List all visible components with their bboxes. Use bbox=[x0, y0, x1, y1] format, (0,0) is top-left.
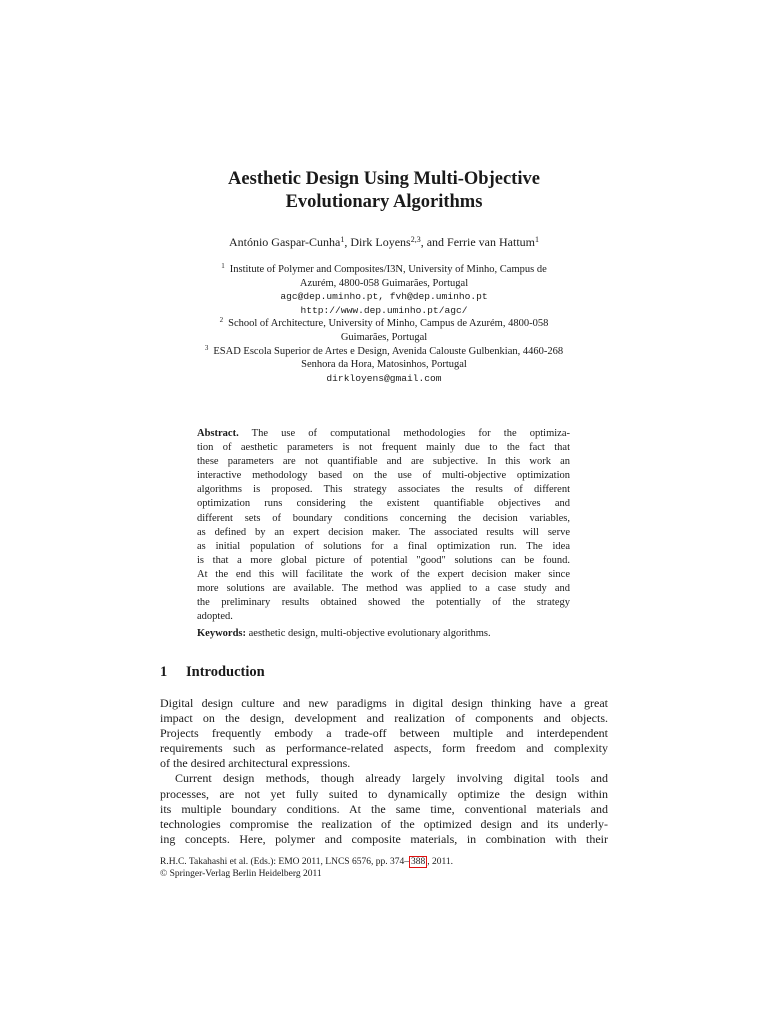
affiliation-1 bbox=[150, 263, 618, 277]
section-title: Introduction bbox=[186, 664, 265, 680]
author-affiliation-mark: 1 bbox=[340, 235, 345, 244]
abstract-label: Abstract. bbox=[197, 428, 239, 439]
citation-line bbox=[160, 856, 453, 868]
body-line: Digital design culture and new paradigms in digital design thinking have a great bbox=[160, 696, 608, 710]
title-line-2: Evolutionary Algorithms bbox=[285, 192, 483, 212]
section-number: 1 bbox=[160, 664, 168, 680]
affiliation-mark: 3 bbox=[204, 343, 209, 352]
abstract-line: At the end this will facilitate the work of the expert decision maker since bbox=[197, 568, 570, 580]
body-line: Projects frequently embody a trade-off between multiple and interdependent bbox=[160, 726, 608, 741]
paper-title bbox=[120, 168, 648, 214]
abstract-line: more solutions are available. The method was applied to a case study and bbox=[197, 583, 570, 595]
copyright-line: © Springer-Verlag Berlin Heidelberg 2011 bbox=[160, 869, 322, 879]
body-line: Current design methods, though already largely involving digital tools and bbox=[175, 771, 608, 786]
abstract-line: the preliminary results obtained showed the potentially of the strategy bbox=[197, 597, 570, 609]
author-list bbox=[120, 235, 648, 250]
abstract-line: adopted. bbox=[197, 611, 233, 623]
abstract-line: tion of aesthetic parameters is not frequent mainly due to the fact that bbox=[197, 442, 570, 454]
affiliation-3-email[interactable]: dirkloyens@gmail.com bbox=[326, 372, 442, 384]
affiliation-mark: 1 bbox=[221, 262, 225, 270]
body-line: technologies compromise the realization of the optimized design and its underly- bbox=[160, 816, 608, 831]
author-name: Ferrie van Hattum bbox=[447, 235, 536, 249]
author-separator: , bbox=[344, 235, 351, 249]
abstract-line: interactive methodology based on the use of multi-objective optimization bbox=[197, 470, 570, 482]
affiliation-2 bbox=[150, 317, 618, 331]
author-affiliation-mark: 1 bbox=[535, 235, 540, 244]
keywords bbox=[197, 627, 570, 641]
keywords-label: Keywords: bbox=[197, 628, 246, 639]
body-line: processes, are not yet fully suited to dynamically optimize the design within bbox=[160, 786, 608, 801]
body-line: impact on the design, development and realization of components and objects. bbox=[160, 711, 608, 726]
body-line: requirements such as performance-related aspects, form freedom and complexity bbox=[160, 741, 608, 756]
abstract-line: these parameters are not quantifiable and are subjective. In this work an bbox=[197, 456, 570, 468]
abstract-line: different sets of boundary conditions concerning the decision variables, bbox=[197, 512, 570, 524]
abstract-line: is that a more global picture of potential "good" solutions can be found. bbox=[197, 554, 570, 566]
abstract-line: algorithms is proposed. This strategy associates the results of different bbox=[197, 484, 570, 496]
affiliation-1-address: Azurém, 4800-058 Guimarães, Portugal bbox=[299, 277, 469, 289]
body-text bbox=[160, 696, 608, 847]
affiliation-mark: 2 bbox=[219, 316, 224, 325]
affiliations bbox=[150, 263, 618, 385]
author-name: Dirk Loyens bbox=[350, 235, 411, 249]
abstract-line: as initial population of solutions for a final optimization run. The idea bbox=[197, 540, 570, 552]
affiliation-text: Institute of Polymer and Composites/I3N, University of Minho, Campus de bbox=[229, 264, 547, 275]
author-separator: , and bbox=[420, 235, 448, 249]
abstract-text: The use of computational methodologies for the optimiza- bbox=[251, 428, 570, 439]
body-line: of the desired architectural expressions. bbox=[160, 756, 351, 771]
affiliation-3 bbox=[150, 345, 618, 359]
body-line: ing concepts. Here, polymer and composite materials, in combination with their bbox=[160, 831, 608, 846]
affiliation-text: ESAD Escola Superior de Artes e Design, Avenida Calouste Gulbenkian, 4460-268 bbox=[213, 345, 564, 357]
page-link[interactable]: 388 bbox=[410, 857, 426, 867]
affiliation-3-address: Senhora da Hora, Matosinhos, Portugal bbox=[301, 359, 467, 371]
abstract-line: as defined by an expert decision maker. The associated results will serve bbox=[197, 526, 570, 538]
affiliation-text: School of Architecture, University of Minho, Campus de Azurém, 4800-058 bbox=[228, 318, 549, 330]
keywords-text: aesthetic design, multi-objective evolutionary algorithms. bbox=[248, 628, 491, 639]
affiliation-2-address: Guimarães, Portugal bbox=[340, 331, 428, 343]
section-heading bbox=[160, 664, 265, 681]
title-line-1: Aesthetic Design Using Multi-Objective bbox=[228, 169, 540, 189]
citation-text: R.H.C. Takahashi et al. (Eds.): EMO 2011, LNCS 6576, pp. 374– bbox=[160, 857, 409, 867]
author-name: António Gaspar-Cunha bbox=[228, 235, 341, 249]
affiliation-1-url[interactable]: http://www.dep.uminho.pt/agc/ bbox=[300, 304, 468, 316]
affiliation-1-emails[interactable]: agc@dep.uminho.pt, fvh@dep.uminho.pt bbox=[280, 291, 488, 303]
author-affiliation-mark: 2,3 bbox=[410, 235, 421, 244]
abstract bbox=[197, 427, 570, 624]
abstract-line: optimization runs considering the existent quantifiable objectives and bbox=[197, 498, 570, 510]
body-line: its multiple boundary conditions. At the same time, conventional materials and bbox=[160, 801, 608, 816]
abstract-line bbox=[197, 427, 570, 441]
citation-text: , 2011. bbox=[427, 857, 453, 867]
footer bbox=[160, 856, 453, 880]
